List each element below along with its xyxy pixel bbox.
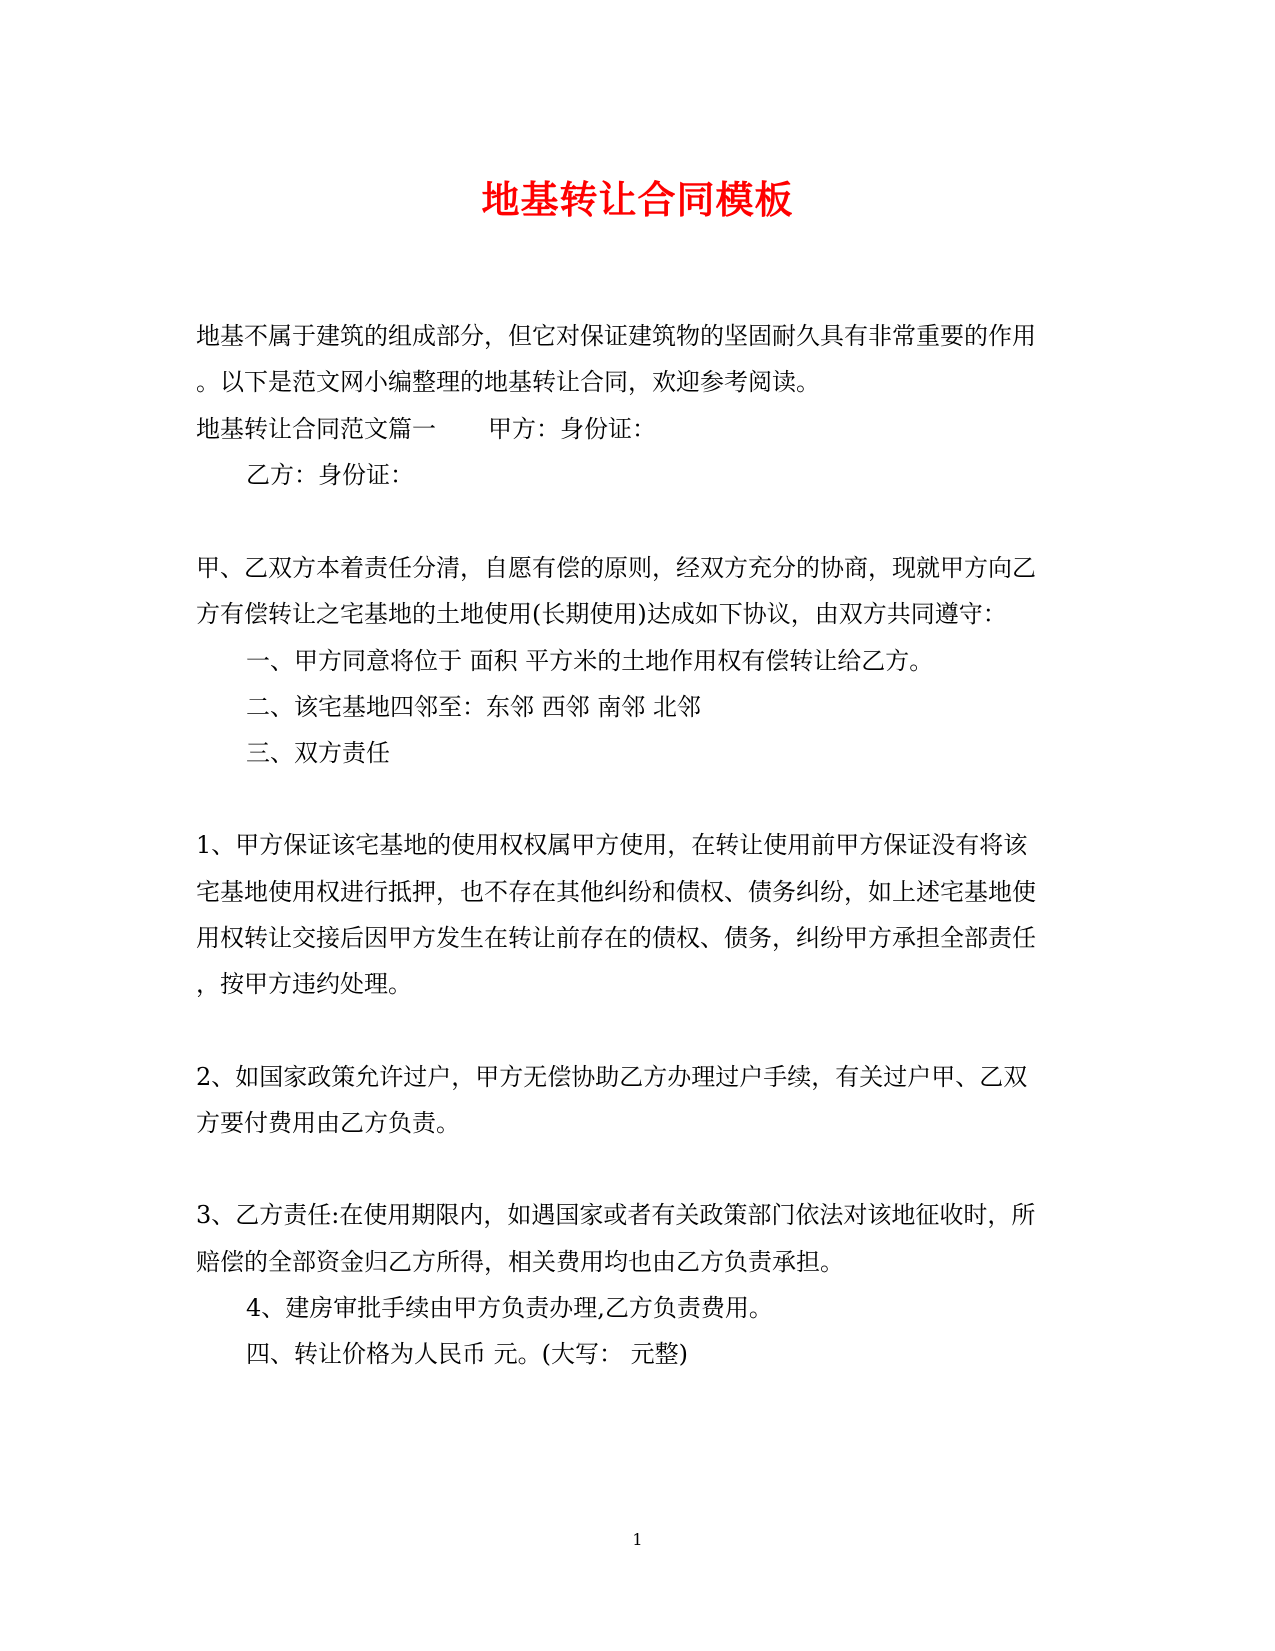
item-4: 4、建房审批手续由甲方负责办理,乙方负责费用。: [246, 1294, 773, 1322]
item-1-line-4: ，按甲方违约处理。: [196, 970, 412, 998]
clause-1: 一、甲方同意将位于 面积 平方米的土地作用权有偿转让给乙方。: [246, 647, 934, 675]
preamble-line-1: 甲、乙双方本着责任分清，自愿有偿的原则，经双方充分的协商，现就甲方向乙: [196, 554, 1036, 582]
clause-4: 四、转让价格为人民币 元。(大写： 元整): [246, 1340, 688, 1368]
item-2-line-1: 2、如国家政策允许过户，甲方无偿协助乙方办理过户手续，有关过户甲、乙双: [196, 1063, 1028, 1091]
item-3-line-1: 3、乙方责任:在使用期限内，如遇国家或者有关政策部门依法对该地征收时，所: [196, 1201, 1036, 1229]
preamble-line-2: 方有偿转让之宅基地的土地使用(长期使用)达成如下协议，由双方共同遵守：: [196, 600, 1007, 628]
item-2-line-2: 方要付费用由乙方负责。: [196, 1109, 460, 1137]
item-1-line-3: 用权转让交接后因甲方发生在转让前存在的债权、债务，纠纷甲方承担全部责任: [196, 924, 1036, 952]
section-heading: 地基转让合同范文篇一: [196, 415, 436, 443]
item-1-line-1: 1、甲方保证该宅基地的使用权权属甲方使用，在转让使用前甲方保证没有将该: [196, 831, 1028, 859]
page-number: 1: [632, 1530, 643, 1549]
item-1-line-2: 宅基地使用权进行抵押，也不存在其他纠纷和债权、债务纠纷，如上述宅基地使: [196, 878, 1036, 906]
intro-line-1: 地基不属于建筑的组成部分，但它对保证建筑物的坚固耐久具有非常重要的作用: [196, 322, 1036, 350]
clause-3: 三、双方责任: [246, 739, 390, 767]
clause-2: 二、该宅基地四邻至：东邻 西邻 南邻 北邻: [246, 693, 701, 721]
item-3-line-2: 赔偿的全部资金归乙方所得，相关费用均也由乙方负责承担。: [196, 1248, 844, 1276]
section-heading-line: [196, 413, 656, 445]
document-title: 地基转让合同模板: [481, 177, 794, 222]
party-a: 甲方：身份证：: [488, 415, 656, 443]
party-b: 乙方：身份证：: [246, 461, 414, 489]
intro-line-2: 。以下是范文网小编整理的地基转让合同，欢迎参考阅读。: [196, 368, 820, 396]
